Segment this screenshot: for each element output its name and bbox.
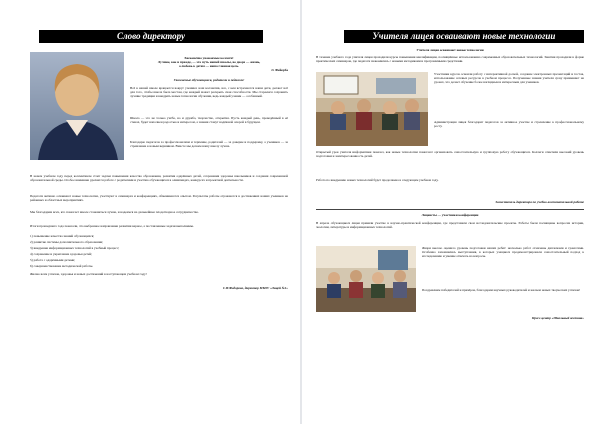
intro-paragraph: Всё в нашей школе вращается вокруг ученика: наш коллектив, все, с кем встречаются наши дети, делают всё для того, чтобы школа была местом, где каждый может раскрыть свои способности. Мы стараемся сохранить лучшие традиции и внедрять новые технологии обучения, ведь каждый ученик — особенный. [130,86,288,98]
article-signature-2: Пресс-центр «Школьный вестник» [531,316,584,320]
greeting-line: Лучшее, как и прежде, — это путь нашей школы, во дворе — жизнь, [157,60,261,64]
list-item: 3) внедрение информационных технологий в учебный процесс; [30,246,120,250]
list-item: 6) совершенствование методической работы. [30,264,94,268]
right-page [302,0,600,424]
article-paragraph: Открытый урок учителя информатики показал, как новые технологии помогают организовать самостоятельную и групповую работу обучающихся. Коллеги отметили высокий уровень подготовки и заинтересованность детей. [316,150,584,158]
director-photo [30,52,124,160]
right-banner: Учителя лицея осваивают новые технологии [344,30,584,43]
article-title-2: Лицеисты — участники конференции [421,213,479,217]
article-paragraph-2: Жюри высоко оценило уровень подготовки наших ребят: несколько работ отмечены дипломами и грамотами. Особенно запомнились выступления, в которых учащиеся продемонстрировали самостоятельный подход к исследованию и умение отвечать на вопросы. [422,246,584,258]
list-item: 1) повышение качества знаний обучающихся; [30,234,95,238]
article-paragraph: Администрация лицея благодарит педагогов за активное участие и стремление к профессиональному росту. [434,120,584,128]
body-paragraph: Педагоги активно осваивают новые технологии, участвуют в семинарах и конференциях, обмениваются опытом. Результаты работы отражаются в достижениях наших учеников на районных и областных мероприятиях. [30,194,288,202]
intro-paragraph: Благодарю педагогов за профессионализм и терпение, родителей — за доверие и поддержку, а учеников — за стремление к новым вершинам. Вместе мы делаем нашу школу лучше. [130,140,288,148]
list-paragraph: Желаю всем успехов, здоровья и новых достижений в наступающем учебном году! [30,272,147,276]
article-paragraph: В течение учебного года учителя лицея проходили курсы повышения квалификации, посвящённые использованию современных образовательных технологий. Занятия проходили в форме практических семинаров, где педагоги знакомились с новыми методиками и программными средствами. [316,55,584,63]
article-paragraph-2: Поздравляем победителей и призёров, благодарим научных руководителей и желаем новых творческих успехов! [422,288,581,292]
closing-signature: С.Н.Федорова, директор МБОУ «Лицей №1» [222,286,288,290]
list-item: 5) работа с одарёнными детьми; [30,258,76,262]
greeting-line: а любовь к детям — наша главная цель. [178,64,240,68]
article-paragraph: Работа по внедрению новых технологий будет продолжена в следующем учебном году. [316,178,439,182]
article-paragraph: Участники курсов освоили работу с интерактивной доской, создание электронных презентаций и тестов, использование сетевых ресурсов в учебном процессе. Полученные знания учителя сразу применяют на уроках, что делает обучение более наглядным и интересным для учеников. [434,72,584,84]
article-title: Учителя лицея осваивают новые технологии [416,48,484,52]
greeting-line: Бесконечно уважаемые коллеги! [184,56,234,60]
left-banner: Слово директору [39,30,263,43]
conference-photo [316,246,416,312]
list-paragraph: Итоги прошедшего года показали, что выбранное направление развития верное, а поставленные задачи выполнимы. [30,224,194,228]
address-line: Уважаемые обучающиеся, родители и педагоги! [173,78,245,82]
article-signature: Заместитель директора по учебно-воспитательной работе [495,200,584,204]
classroom-photo [316,72,428,146]
article-paragraph-2: В апреле обучающиеся лицея приняли участие в научно-практической конференции, где представили свои исследовательские проекты. Работы были посвящены вопросам истории, экологии, литературы и информационных технологий. [316,221,584,229]
greeting-block [130,56,288,76]
body-paragraph: В новом учебном году перед коллективом стоят задачи повышения качества образования, развития одарённых детей, сохранения здоровья школьников и создания современной образовательной среды. Особое внимание уделяется работе с родителями и участию обучающихся в олимпиадах, конкурсах и проектной деятельности. [30,174,288,182]
list-item: 2) развитие системы дополнительного образования; [30,240,103,244]
section-rule [316,209,584,210]
greeting-author: Л. Фейерба [271,68,288,72]
intro-paragraph: Школа — это не только учёба, но и дружба, творчество, открытия. Пусть каждый день, проведённый в её стенах, будет наполнен радостью и интересом, а знания станут надёжной опорой в будущем. [130,116,288,124]
body-paragraph: Мы благодарим всех, кто помогает школе становиться лучше, и надеемся на дальнейшее плодотворное сотрудничество. [30,210,199,214]
list-item: 4) сохранение и укрепление здоровья детей; [30,252,93,256]
